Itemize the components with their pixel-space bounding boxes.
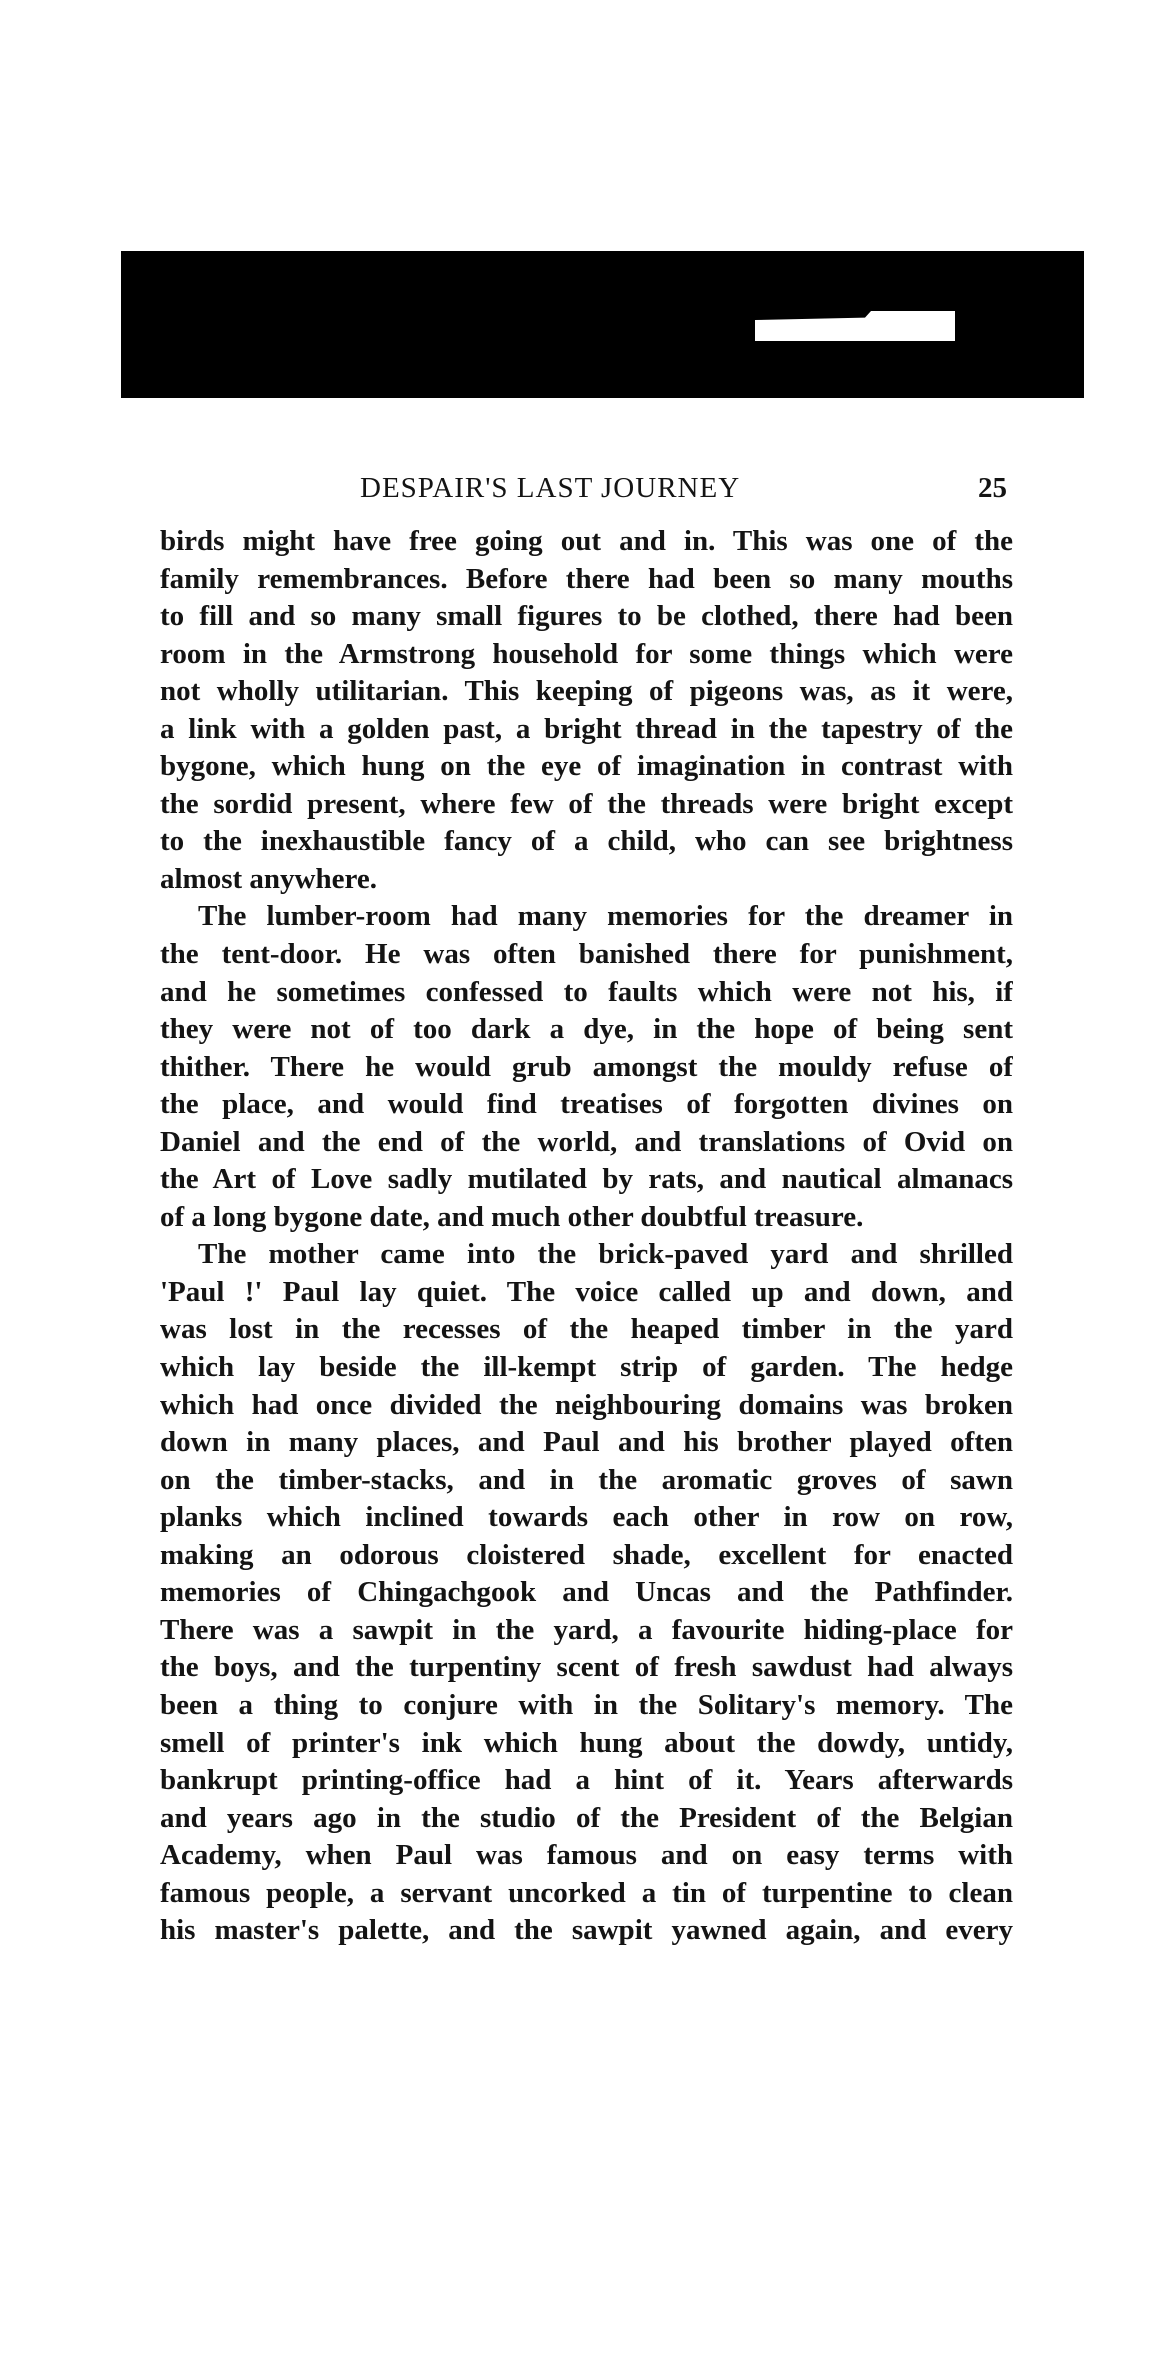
- text-line: to fill and so many small figures to be clothed, there had been: [160, 600, 1013, 633]
- text-line: bygone, which hung on the eye of imagination in contrast with: [160, 750, 1013, 783]
- text-line: a link with a golden past, a bright thread in the tapestry of the: [160, 712, 1013, 745]
- text-line: planks which inclined towards each other in row on row,: [160, 1501, 1013, 1534]
- text-line: the boys, and the turpentiny scent of fresh sawdust had always: [160, 1651, 1013, 1684]
- text-line: The lumber-room had many memories for the dreamer in: [198, 900, 1013, 933]
- text-line: was lost in the recesses of the heaped timber in the yard: [160, 1313, 1013, 1346]
- text-line: to the inexhaustible fancy of a child, who can see brightness: [160, 825, 1013, 858]
- text-line: they were not of too dark a dye, in the hope of being sent: [160, 1013, 1013, 1046]
- text-line: thither. There he would grub amongst the mouldy refuse of: [160, 1050, 1013, 1083]
- page-number: 25: [978, 472, 1007, 504]
- text-line: memories of Chingachgook and Uncas and the Pathfinder.: [160, 1576, 1013, 1609]
- text-line: the Art of Love sadly mutilated by rats, and nautical almanacs: [160, 1163, 1013, 1196]
- text-line: famous people, a servant uncorked a tin of turpentine to clean: [160, 1876, 1013, 1909]
- text-line: down in many places, and Paul and his brother played often: [160, 1426, 1013, 1459]
- text-line: 'Paul !' Paul lay quiet. The voice called up and down, and: [160, 1275, 1013, 1308]
- text-line: bankrupt printing-office had a hint of it. Years afterwards: [160, 1764, 1013, 1797]
- text-line: the sordid present, where few of the threads were bright except: [160, 787, 1013, 820]
- running-title: DESPAIR'S LAST JOURNEY: [360, 472, 741, 504]
- text-line: room in the Armstrong household for some things which were: [160, 637, 1013, 670]
- text-line: and years ago in the studio of the President of the Belgian: [160, 1801, 1013, 1834]
- text-line: the tent-door. He was often banished there for punishment,: [160, 938, 1013, 971]
- text-line: smell of printer's ink which hung about the dowdy, untidy,: [160, 1726, 1013, 1759]
- text-line: which had once divided the neighbouring domains was broken: [160, 1388, 1013, 1421]
- text-line: been a thing to conjure with in the Solitary's memory. The: [160, 1688, 1013, 1721]
- text-line: which lay beside the ill-kempt strip of garden. The hedge: [160, 1351, 1013, 1384]
- text-line: family remembrances. Before there had been so many mouths: [160, 562, 1013, 595]
- text-line: making an odorous cloistered shade, excellent for enacted: [160, 1538, 1013, 1571]
- text-line: not wholly utilitarian. This keeping of pigeons was, as it were,: [160, 675, 1013, 708]
- text-line: The mother came into the brick-paved yard and shrilled: [198, 1238, 1013, 1271]
- text-line: and he sometimes confessed to faults which were not his, if: [160, 975, 1013, 1008]
- body-text: [160, 523, 1013, 1950]
- text-line: birds might have free going out and in. This was one of the: [160, 525, 1013, 557]
- text-line: Daniel and the end of the world, and translations of Ovid on: [160, 1125, 1013, 1158]
- text-line: almost anywhere.: [160, 862, 377, 895]
- text-line: his master's palette, and the sawpit yawned again, and every: [160, 1914, 1013, 1947]
- running-head: [160, 470, 1013, 506]
- text-line: the place, and would find treatises of forgotten divines on: [160, 1088, 1013, 1121]
- text-line: Academy, when Paul was famous and on easy terms with: [160, 1839, 1013, 1872]
- text-line: There was a sawpit in the yard, a favourite hiding-place for: [160, 1613, 1013, 1646]
- text-line: of a long bygone date, and much other doubtful treasure.: [160, 1200, 864, 1233]
- text-line: on the timber-stacks, and in the aromatic groves of sawn: [160, 1463, 1013, 1496]
